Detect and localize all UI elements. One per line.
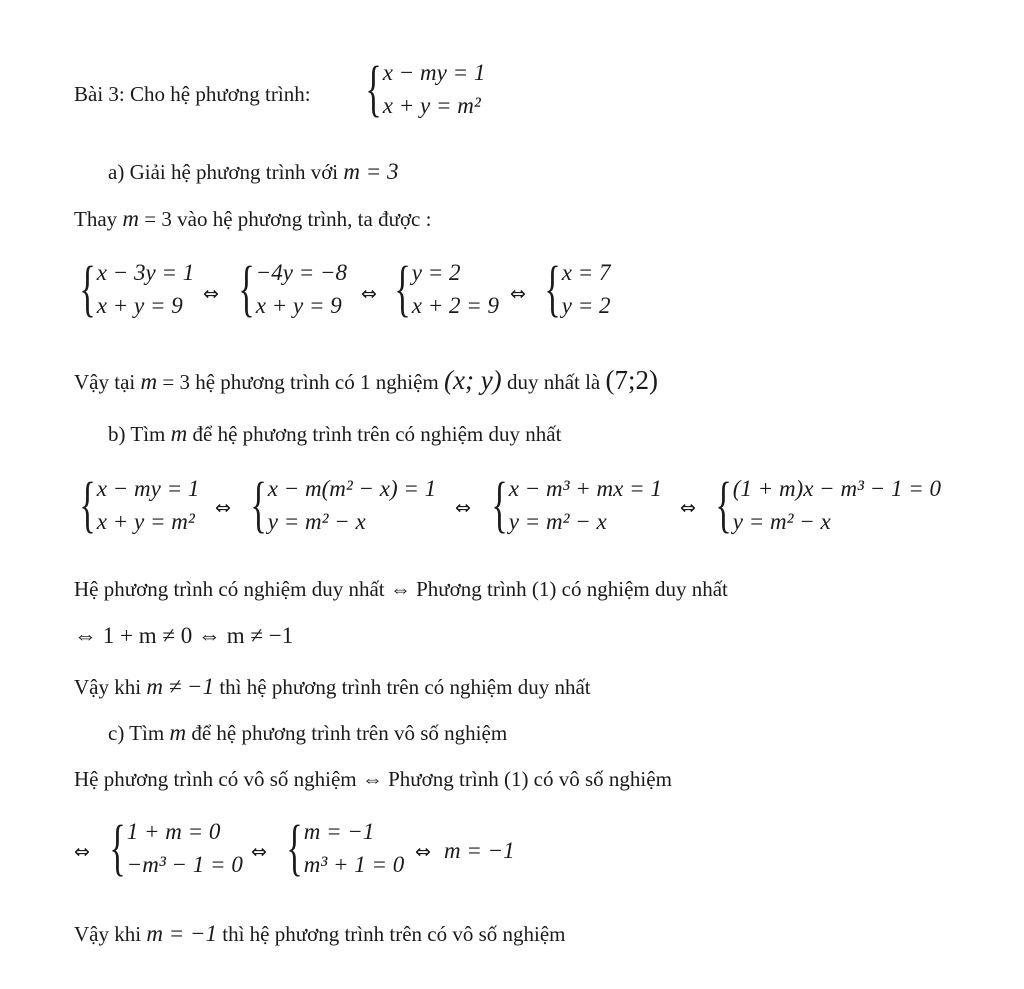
concl-a-m: m bbox=[140, 369, 158, 394]
concl-a-mid: = 3 hệ phương trình có 1 nghiệm bbox=[157, 370, 439, 394]
eq-row: x + y = 9 bbox=[96, 293, 183, 318]
eq-row: x + y = 9 bbox=[255, 293, 342, 318]
part-c-label: c) Tìm bbox=[108, 721, 165, 745]
c-final: m = −1 bbox=[444, 838, 515, 863]
sub-pre: Thay bbox=[74, 207, 118, 231]
conclusion-c bbox=[74, 920, 566, 948]
system-b1: { x − my = 1 x + y = m² bbox=[79, 471, 200, 539]
sub-post: = 3 vào hệ phương trình, ta được : bbox=[139, 207, 432, 231]
system-b2: { x − m(m² − x) = 1 y = m² − x bbox=[250, 471, 437, 539]
equiv-arrow: ⇔ bbox=[415, 841, 431, 863]
concl-b-rest: thì hệ phương trình trên có nghiệm duy nhất bbox=[219, 675, 591, 699]
text-c1: Hệ phương trình có vô số nghiệm ⇔ Phương trình (1) có vô số nghiệm bbox=[74, 767, 672, 791]
concl-a-pre: Vậy tại bbox=[74, 370, 136, 394]
equiv-arrow: ⇔ bbox=[361, 283, 377, 305]
eq-row: y = m² − x bbox=[267, 509, 366, 534]
part-c-rest: để hệ phương trình trên vô số nghiệm bbox=[191, 721, 508, 745]
eq-row: m = −1 bbox=[303, 819, 375, 844]
part-a-heading bbox=[108, 158, 399, 186]
eq-row: −m³ − 1 = 0 bbox=[126, 852, 243, 877]
equiv-arrow: ⇔ bbox=[203, 283, 219, 305]
concl-a-xy: (x; y) bbox=[443, 365, 502, 395]
system-a2: { −4y = −8 x + y = 9 bbox=[238, 255, 348, 323]
eq-row: y = 2 bbox=[561, 293, 611, 318]
eq-row: x − m(m² − x) = 1 bbox=[267, 476, 437, 501]
concl-a-mid2: duy nhất là bbox=[506, 370, 601, 394]
concl-c-pre: Vậy khi bbox=[74, 922, 142, 946]
part-a-m: m = 3 bbox=[343, 159, 399, 184]
concl-c-m: m = −1 bbox=[146, 921, 217, 946]
eq-row: x = 7 bbox=[561, 260, 611, 285]
text-b1: Hệ phương trình có nghiệm duy nhất ⇔ Phương trình (1) có nghiệm duy nhất bbox=[74, 577, 728, 601]
system-main bbox=[352, 55, 486, 123]
part-b-heading bbox=[108, 420, 561, 448]
system-b3: { x − m³ + mx = 1 y = m² − x bbox=[491, 471, 662, 539]
brace: { bbox=[365, 55, 382, 123]
equiv-arrow: ⇔ bbox=[455, 497, 471, 519]
eq-row: y = 2 bbox=[411, 260, 461, 285]
conclusion-a bbox=[74, 364, 658, 396]
sub-m: m bbox=[122, 206, 140, 231]
system-a4: { x = 7 y = 2 bbox=[544, 255, 611, 323]
equiv-arrow: ⇔ bbox=[215, 497, 231, 519]
equiv-arrow: ⇔ bbox=[74, 841, 90, 863]
eq-row: x − my = 1 bbox=[382, 60, 486, 85]
text-b2: ⇔ 1 + m ≠ 0 ⇔ m ≠ −1 bbox=[74, 623, 294, 648]
system-b4: { (1 + m)x − m³ − 1 = 0 y = m² − x bbox=[715, 471, 941, 539]
equiv-arrow: ⇔ bbox=[251, 841, 267, 863]
eq-row: y = m² − x bbox=[508, 509, 607, 534]
concl-b-m: m ≠ −1 bbox=[146, 674, 215, 699]
system-a3: { y = 2 x + 2 = 9 bbox=[394, 255, 500, 323]
eq-row: x + 2 = 9 bbox=[411, 293, 500, 318]
system-c1: { 1 + m = 0 −m³ − 1 = 0 bbox=[109, 814, 243, 882]
system-c2: { m = −1 m³ + 1 = 0 bbox=[286, 814, 405, 882]
part-a-label: a) Giải hệ phương trình với bbox=[108, 160, 339, 184]
problem-title: Bài 3: Cho hệ phương trình: bbox=[74, 82, 311, 106]
eq-row: −4y = −8 bbox=[255, 260, 348, 285]
part-b-m: m bbox=[170, 421, 188, 446]
concl-a-solution: (7;2) bbox=[605, 365, 658, 395]
substitution-text bbox=[74, 205, 431, 233]
part-c-m: m bbox=[169, 720, 187, 745]
equiv-arrow: ⇔ bbox=[680, 497, 696, 519]
eq-row: m³ + 1 = 0 bbox=[303, 852, 405, 877]
part-b-rest: để hệ phương trình trên có nghiệm duy nhất bbox=[192, 422, 562, 446]
eq-row: x + y = m² bbox=[96, 509, 195, 534]
part-b-label: b) Tìm bbox=[108, 422, 166, 446]
eq-row: (1 + m)x − m³ − 1 = 0 bbox=[732, 476, 941, 501]
eq-row: x − 3y = 1 bbox=[96, 260, 195, 285]
eq-row: y = m² − x bbox=[732, 509, 831, 534]
eq-row: 1 + m = 0 bbox=[126, 819, 221, 844]
conclusion-b bbox=[74, 673, 591, 701]
part-c-heading bbox=[108, 719, 507, 747]
system-a1: { x − 3y = 1 x + y = 9 bbox=[79, 255, 195, 323]
concl-c-rest: thì hệ phương trình trên có vô số nghiệm bbox=[222, 922, 566, 946]
eq-row: x + y = m² bbox=[382, 93, 481, 118]
concl-b-pre: Vậy khi bbox=[74, 675, 142, 699]
eq-row: x − my = 1 bbox=[96, 476, 200, 501]
eq-row: x − m³ + mx = 1 bbox=[508, 476, 662, 501]
equiv-arrow: ⇔ bbox=[510, 283, 526, 305]
